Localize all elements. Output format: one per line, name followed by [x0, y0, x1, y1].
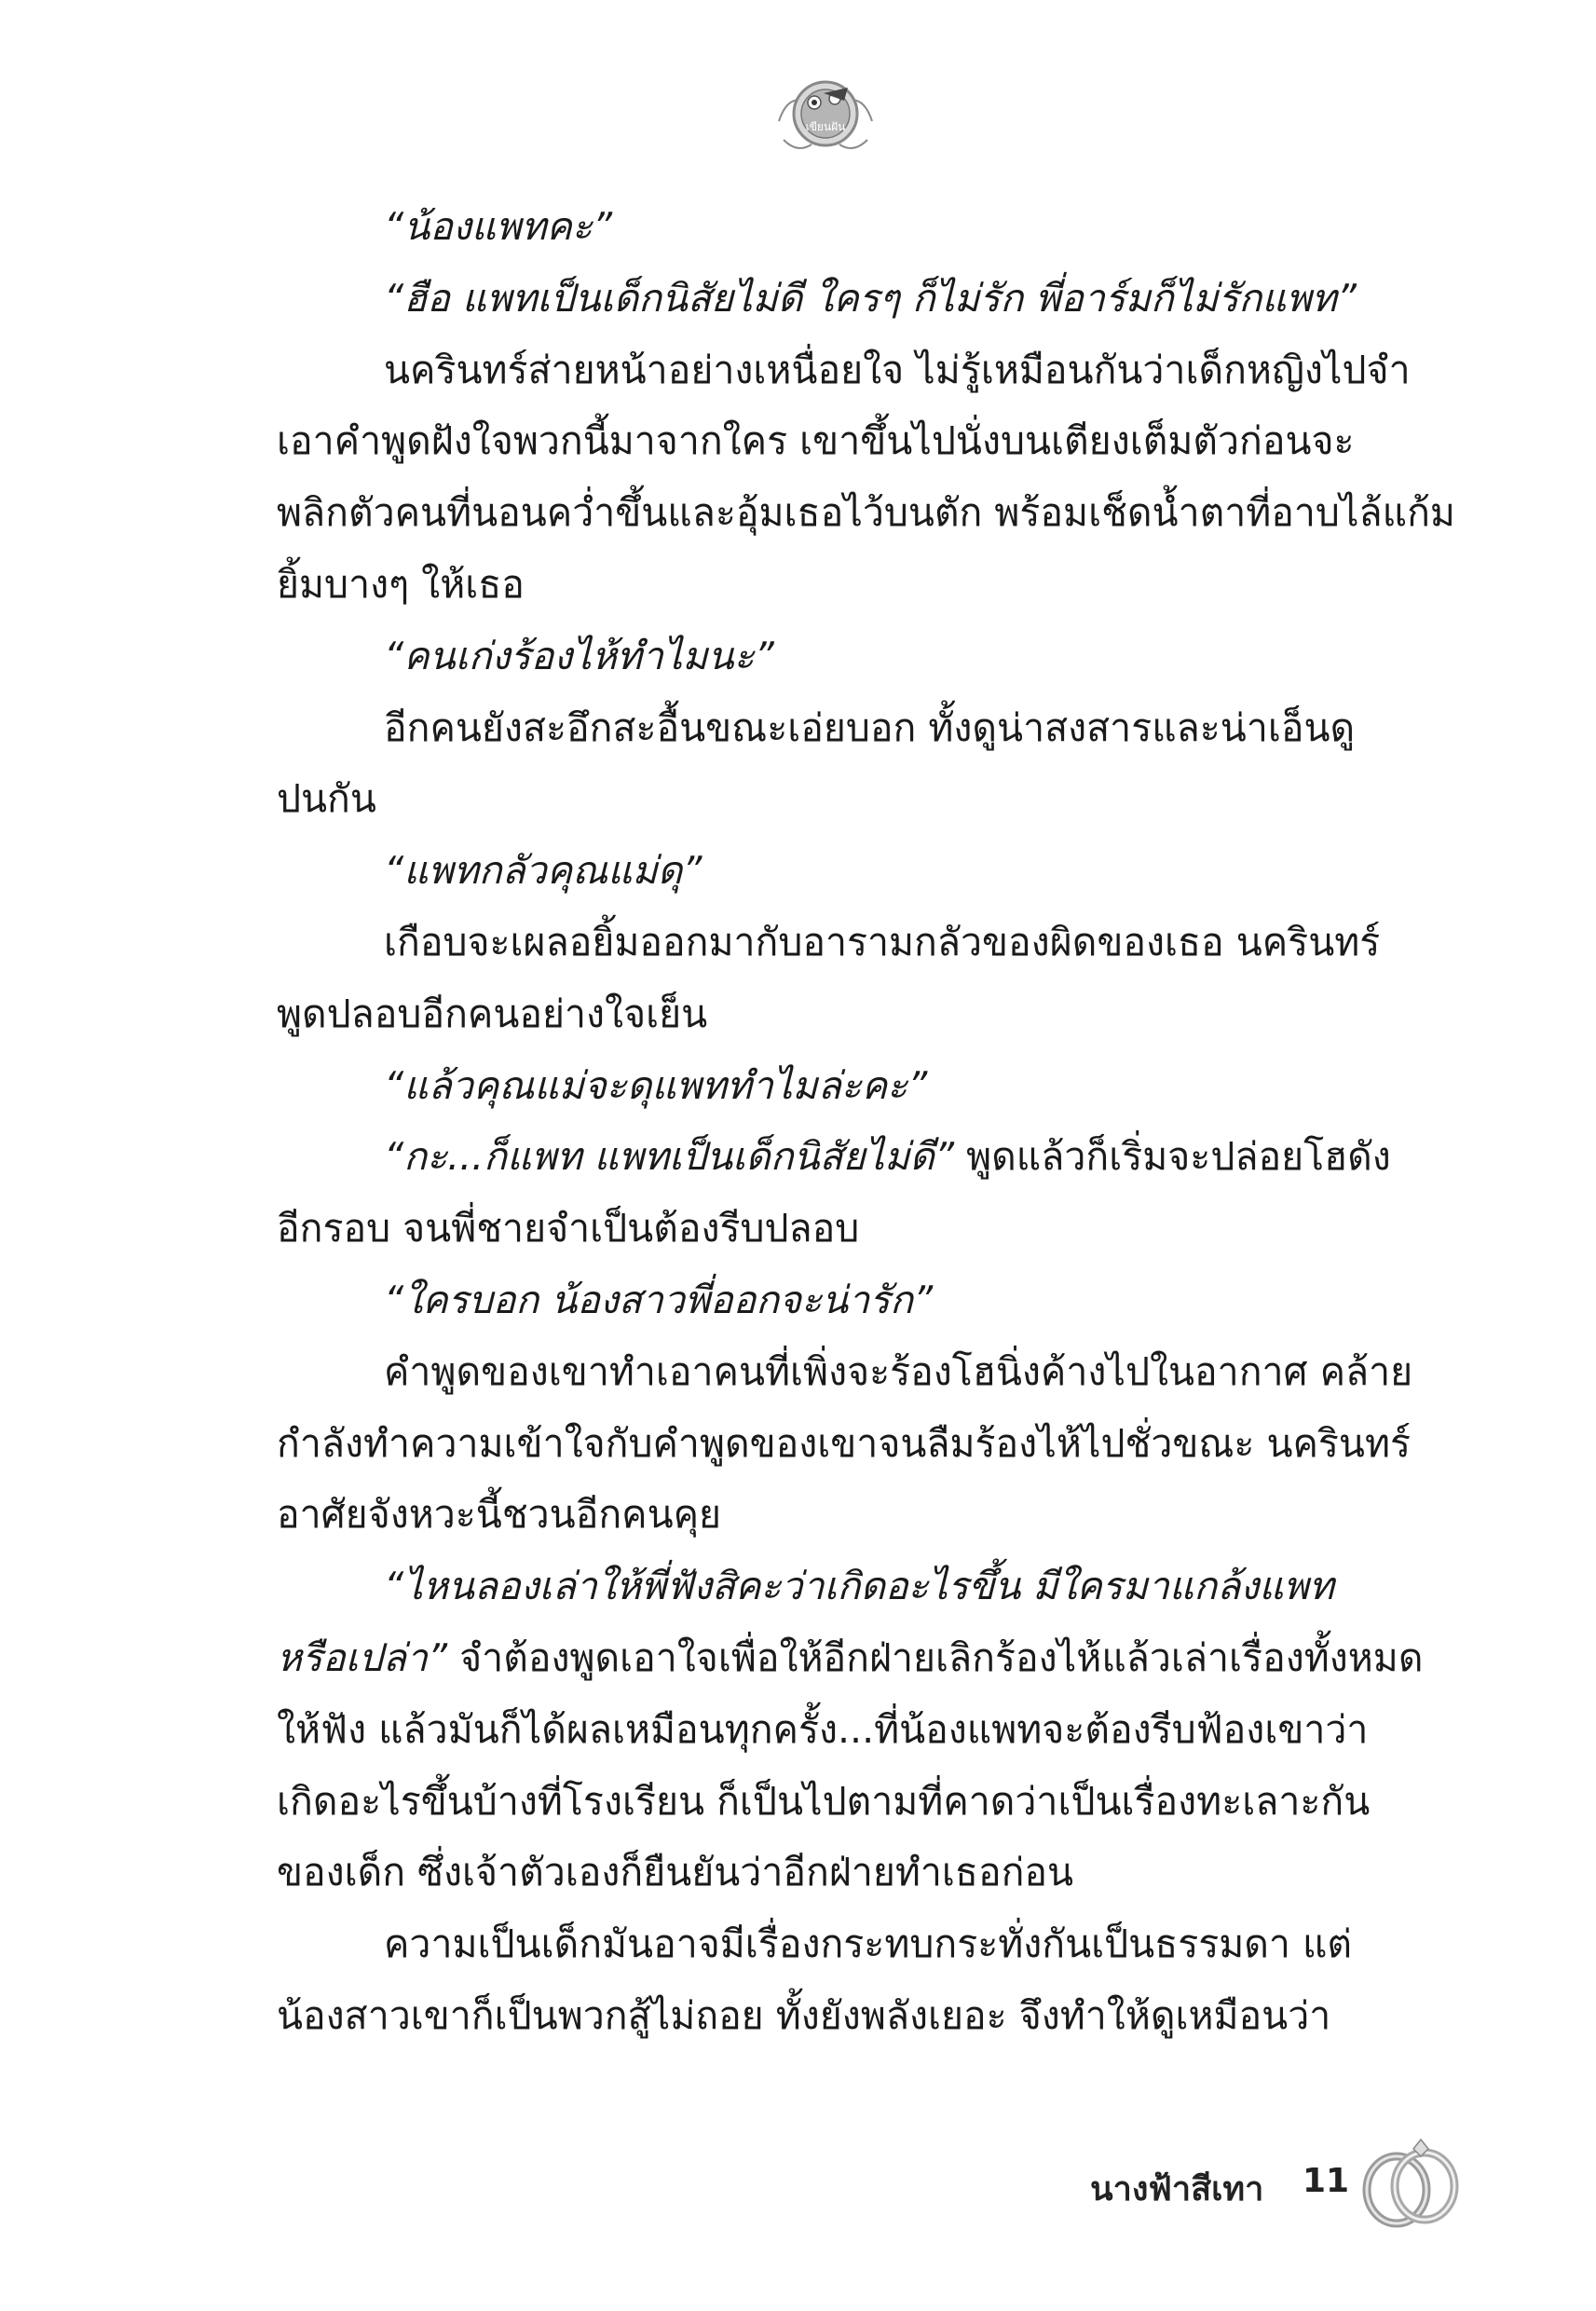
- text-line: [277, 907, 1435, 978]
- wedding-rings-icon: [1356, 2132, 1467, 2235]
- text-line: [277, 978, 1435, 1050]
- text-line: [277, 1980, 1435, 2052]
- text-line: [277, 763, 1435, 835]
- text-line: [277, 1336, 1435, 1408]
- text-line: [277, 335, 1435, 406]
- narration-text: อีกคนยังสะอึกสะอื้นขณะเอ่ยบอก ทั้งดูน่าสงสารและน่าเอ็นดู: [384, 704, 1356, 750]
- text-line: [277, 1193, 1435, 1265]
- narration-text: น้องสาวเขาก็เป็นพวกสู้ไม่ถอย ทั้งยังพลังเยอะ จึงทำให้ดูเหมือนว่า: [277, 1992, 1331, 2038]
- dialogue-text: “คนเก่งร้องไห้ทำไมนะ”: [384, 633, 774, 678]
- narration-text: ของเด็ก ซึ่งเจ้าตัวเองก็ยืนยันว่าอีกฝ่ายทำเธอก่อน: [277, 1850, 1074, 1895]
- text-line: [277, 1408, 1435, 1480]
- dialogue-text: “แพทกลัวคุณแม่ดุ”: [384, 848, 703, 894]
- text-line: [277, 1908, 1435, 1980]
- dialogue-text: “ใครบอก น้องสาวพี่ออกจะน่ารัก”: [384, 1277, 934, 1322]
- narration-text: อาศัยจังหวะนี้ชวนอีกคนคุย: [277, 1492, 722, 1538]
- dialogue-text: “ฮือ แพทเป็นเด็กนิสัยไม่ดี ใครๆ ก็ไม่รัก พี่อาร์มก็ไม่รักแพท”: [384, 275, 1357, 321]
- text-line: [277, 835, 1435, 907]
- narration-text: ความเป็นเด็กมันอาจมีเรื่องกระทบกระทั่งกันเป็นธรรมดา แต่: [384, 1921, 1353, 1967]
- narration-text: เกิดอะไรขึ้นบ้างที่โรงเรียน ก็เป็นไปตามที่คาดว่าเป็นเรื่องทะเลาะกัน: [277, 1778, 1371, 1824]
- narration-text: คำพูดของเขาทำเอาคนที่เพิ่งจะร้องโฮนิ่งค้างไปในอากาศ คล้าย: [384, 1348, 1413, 1394]
- narration-text: นครินทร์ส่ายหน้าอย่างเหนื่อยใจ ไม่รู้เหมือนกันว่าเด็กหญิงไปจำ: [384, 347, 1411, 392]
- text-line: [277, 692, 1435, 764]
- narration-text: พูดแล้วก็เริ่มจะปล่อยโฮดัง: [954, 1134, 1391, 1180]
- text-line: [277, 477, 1455, 549]
- dialogue-text: “แล้วคุณแม่จะดุแพททำไมล่ะคะ”: [384, 1062, 928, 1108]
- text-line: [277, 1121, 1435, 1193]
- narration-text: พลิกตัวคนที่นอนคว่ำขึ้นและอุ้มเธอไว้บนตัก พร้อมเช็ดน้ำตาที่อาบไล้แก้ม: [277, 490, 1455, 536]
- narration-text: ให้ฟัง แล้วมันก็ได้ผลเหมือนทุกครั้ง...ที่น้องแพทจะต้องรีบฟ้องเขาว่า: [277, 1706, 1369, 1752]
- emblem-text: เขียนฝัน: [805, 120, 846, 133]
- text-line: [277, 1050, 1435, 1122]
- text-line: [277, 1766, 1435, 1838]
- narration-text: เอาคำพูดฝังใจพวกนี้มาจากใคร เขาขึ้นไปนั่งบนเตียงเต็มตัวก่อนจะ: [277, 418, 1355, 464]
- decorative-emblem-icon: [770, 56, 881, 168]
- text-line: [277, 405, 1435, 477]
- narration-text: เกือบจะเผลอยิ้มออกมากับอารามกลัวของผิดของเธอ นครินทร์: [384, 919, 1381, 964]
- text-line: [277, 1837, 1435, 1908]
- dialogue-text: “ไหนลองเล่าให้พี่ฟังสิคะว่าเกิดอะไรขึ้น มีใครมาแกล้งแพท: [384, 1564, 1334, 1609]
- text-line: [277, 1265, 1435, 1336]
- text-line: [277, 1551, 1435, 1622]
- text-line: [277, 1479, 1435, 1551]
- page-number: 11: [1303, 2162, 1350, 2200]
- dialogue-text: หรือเปล่า”: [277, 1634, 448, 1680]
- text-line: [277, 1622, 1435, 1694]
- text-line: [277, 621, 1435, 692]
- text-line: [277, 1694, 1435, 1766]
- narration-text: กำลังทำความเข้าใจกับคำพูดของเขาจนลืมร้องไห้ไปชั่วขณะ นครินทร์: [277, 1420, 1412, 1466]
- dialogue-text: “น้องแพทคะ”: [384, 204, 613, 249]
- narration-text: อีกรอบ จนพี่ชายจำเป็นต้องรีบปลอบ: [277, 1206, 860, 1251]
- narration-text: พูดปลอบอีกคนอย่างใจเย็น: [277, 991, 708, 1036]
- text-line: [277, 263, 1435, 335]
- narration-text: ปนกัน: [277, 776, 376, 822]
- text-line: [277, 191, 1435, 263]
- book-title: นางฟ้าสีเทา: [1090, 2170, 1264, 2208]
- narration-text: จำต้องพูดเอาใจเพื่อให้อีกฝ่ายเลิกร้องไห้แล้วเล่าเรื่องทั้งหมด: [447, 1634, 1424, 1680]
- narration-text: ยิ้มบางๆ ให้เธอ: [277, 561, 525, 607]
- text-line: [277, 549, 1435, 621]
- dialogue-text: “กะ...ก็แพท แพทเป็นเด็กนิสัยไม่ดี”: [384, 1134, 955, 1180]
- story-body: [277, 191, 1455, 2052]
